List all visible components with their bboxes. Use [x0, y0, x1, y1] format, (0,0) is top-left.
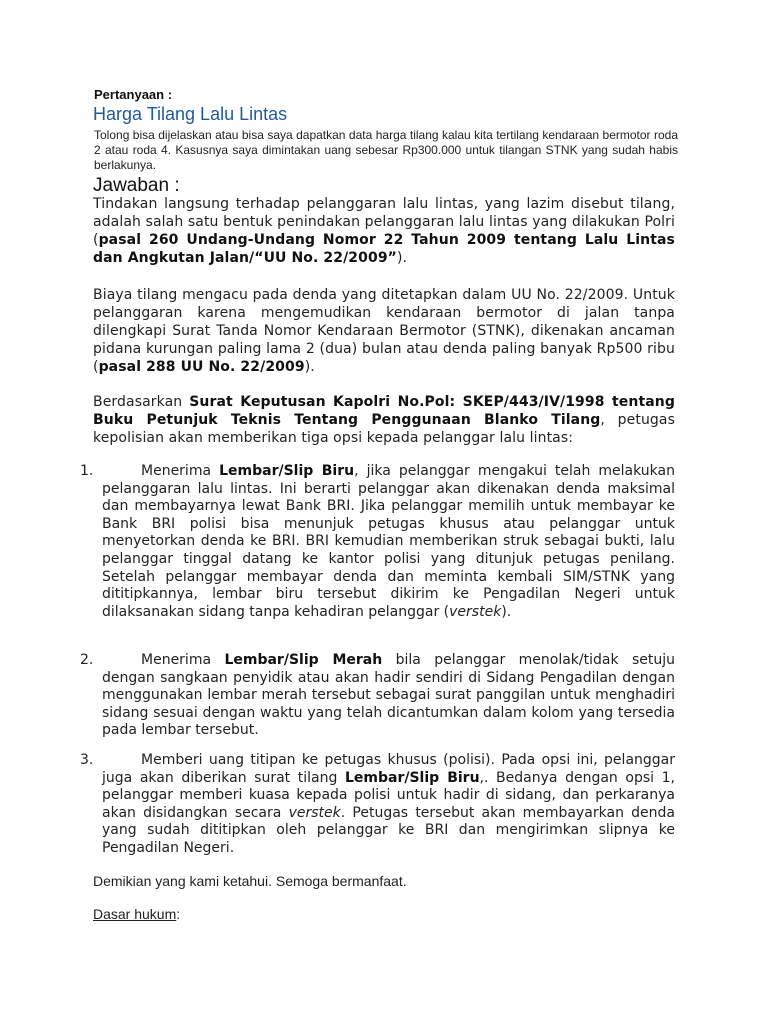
legal-basis-heading: Dasar hukum — [93, 906, 177, 922]
p3-text-b: , petugas kepolisian akan memberikan tiga opsi kepada pelanggar lalu lintas: — [93, 412, 675, 446]
p1-text-a: Tindakan langsung terhadap pelanggaran lalu lintas, yang lazim disebut tilang, adalah salah satu bentuk penindakan pelanggaran lalu lintas yang dilakukan Polri ( — [93, 196, 675, 248]
list-number: 1. — [80, 463, 94, 479]
answer-paragraph-3 — [93, 393, 675, 447]
item-text: Menerima — [141, 463, 220, 479]
item-italic: verstek — [288, 804, 341, 821]
list-item-1 — [80, 463, 675, 621]
list-number: 2. — [80, 652, 94, 668]
p1-bold-ref: pasal 260 Undang-Undang Nomor 22 Tahun 2009 tentang Lalu Lintas dan Angkutan Jalan/“UU No. 22/2009” — [93, 232, 675, 266]
question-text: Tolong bisa dijelaskan atau bisa saya dapatkan data harga tilang kalau kita tertilang kendaraan bermotor roda 2 atau roda 4. Kasusnya saya dimintakan uang sebesar Rp300.000 untuk tilangan STNK yang sudah habis berlakunya. — [94, 128, 678, 172]
p1-text-b: ). — [396, 250, 408, 266]
item-text: . Petugas tersebut akan membayarkan denda yang sudah dititipkan oleh pelanggar ke BRI dan mengirimkan slipnya ke Pengadilan Negeri. — [102, 804, 676, 856]
list-item-body — [102, 463, 675, 621]
item-text: ). — [501, 603, 512, 620]
answer-paragraph-2 — [93, 286, 675, 376]
p2-text-b: ). — [304, 359, 315, 375]
legal-basis-colon: : — [176, 906, 181, 922]
answer-label: Jawaban : — [93, 175, 180, 196]
p2-text-a: Biaya tilang mengacu pada denda yang ditetapkan dalam UU No. 22/2009. Untuk pelanggaran karena mengemudikan kendaraan bermotor di jalan tanpa dilengkapi Surat Tanda Nomor Kendaraan Bermotor (STNK), dikenakan ancaman pidana kurungan paling lama 2 (dua) bulan atau denda paling banyak Rp500 ribu ( — [93, 287, 675, 375]
list-number: 3. — [80, 752, 94, 768]
list-item-3 — [80, 752, 675, 858]
answer-paragraph-1 — [93, 195, 675, 267]
item-bold: Lembar/Slip Biru — [219, 463, 355, 479]
list-item-body — [102, 652, 675, 740]
item-text: , jika pelanggar mengakui telah melakukan pelanggaran lalu lintas. Ini berarti pelanggar akan dikenakan denda maksimal dan membayarnya lewat Bank BRI. Jika pelanggar memilih untuk membayar ke Bank BRI polisi bisa menunjuk petugas khusus atau pelanggar untuk menyetorkan denda ke BRI. BRI kemudian memberikan struk sebagai bukti, lalu pelanggar tinggal datang ke kantor polisi yang ditunjuk petugas penilang. Setelah pelanggar membayar denda dan meminta kembali SIM/STNK yang dititipkannya, lembar biru tersebut dikirim ke Pengadilan Negeri untuk dilaksanakan sidang tanpa kehadiran pelanggar ( — [102, 463, 675, 620]
item-bold: Lembar/Slip Merah — [224, 652, 383, 668]
question-label: Pertanyaan : — [94, 87, 173, 102]
p2-bold-ref: pasal 288 UU No. 22/2009 — [98, 359, 305, 375]
p3-text-a: Berdasarkan — [93, 394, 190, 410]
closing-text: Demikian yang kami ketahui. Semoga bermanfaat. — [93, 873, 407, 889]
item-italic: verstek — [449, 603, 502, 620]
legal-basis — [93, 906, 180, 922]
item-text: Memberi uang titipan ke petugas khusus (polisi). Pada opsi ini, pelanggar juga akan diberikan surat tilang — [102, 752, 675, 786]
item-text: bila pelanggar menolak/tidak setuju dengan sangkaan penyidik atau akan hadir sendiri di Sidang Pengadilan dengan menggunakan lembar merah tersebut sebagai surat panggilan untuk menghadiri sidang sesuai dengan waktu yang telah dicantumkan dalam kolom yang tersedia pada lembar tersebut. — [102, 652, 675, 739]
item-text: ,. Bedanya dengan opsi 1, pelanggar memberi kuasa kepada polisi untuk hadir di sidang, dan perkaranya akan disidangkan secara — [102, 769, 675, 821]
p3-bold-ref: Surat Keputusan Kapolri No.Pol: SKEP/443/IV/1998 tentang Buku Petunjuk Teknis Tentang Penggunaan Blanko Tilang — [93, 394, 675, 428]
item-bold: Lembar/Slip Biru — [344, 769, 480, 786]
item-text: Menerima — [141, 652, 225, 668]
list-item-2 — [80, 652, 675, 740]
list-item-body — [102, 752, 675, 858]
page-title: Harga Tilang Lalu Lintas — [93, 104, 288, 124]
